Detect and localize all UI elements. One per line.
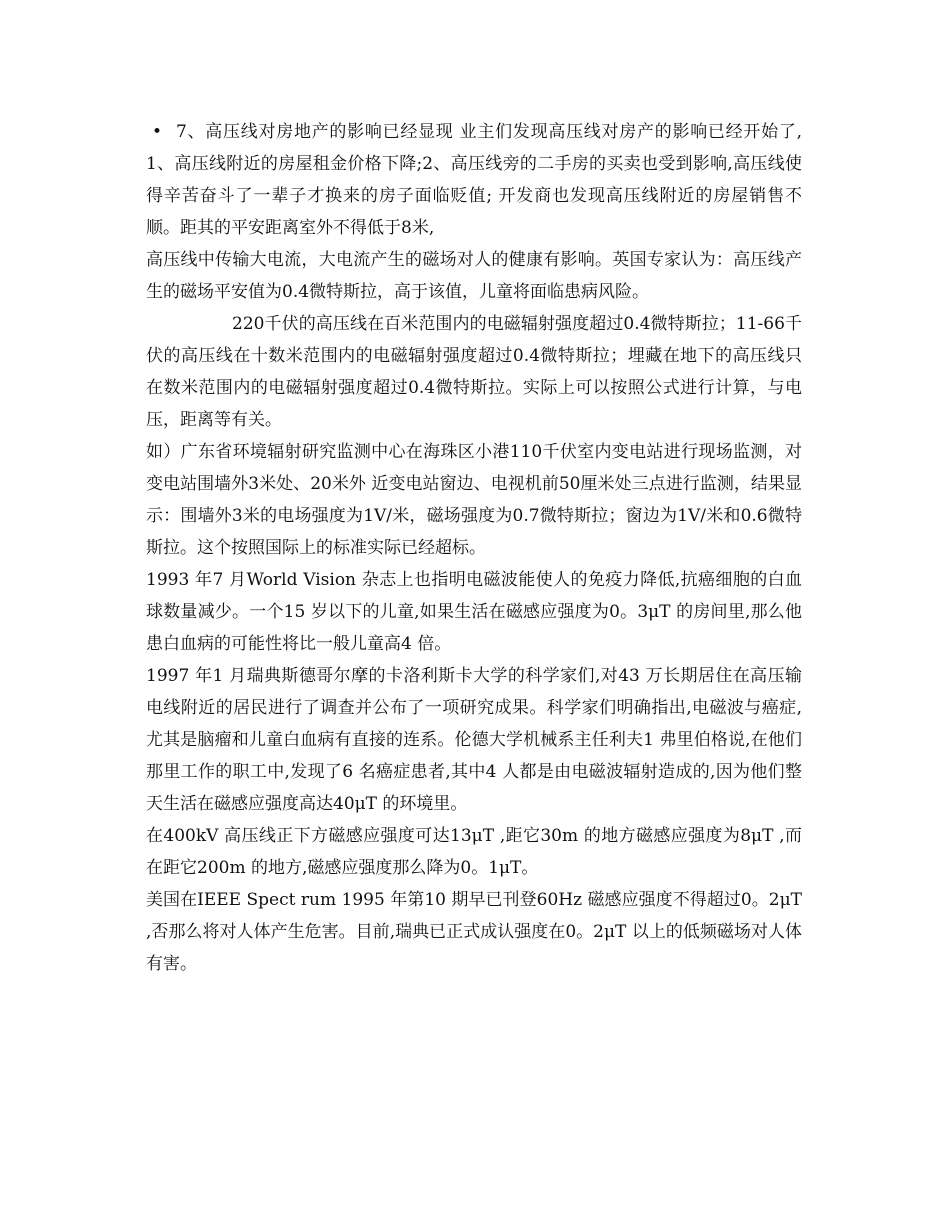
bullet-icon: • <box>152 122 163 142</box>
paragraph-400kv-measurements: 在400kV 高压线正下方磁感应强度可达13μT ,距它30m 的地方磁感应强度为8μT ,而在距它200m 的地方,磁感应强度那么降为0。1μT。 <box>146 826 802 878</box>
paragraph-ieee-spectrum-1995: 美国在IEEE Spect rum 1995 年第10 期早已刊登60Hz 磁感应强度不得超过0。2μT ,否那么将对人体产生危害。目前,瑞典已正式成认强度在0。2μT 以上的低频磁场对人体有害。 <box>146 890 802 974</box>
paragraph-world-vision-1993: 1993 年7 月World Vision 杂志上也指明电磁波能使人的免疫力降低,抗癌细胞的白血球数量减少。一个15 岁以下的儿童,如果生活在磁感应强度为0。3μT 的房间里,那么他患白血病的可能性将比一般儿童高4 倍。 <box>146 570 802 654</box>
paragraph-karolinska-1997: 1997 年1 月瑞典斯德哥尔摩的卡洛利斯卡大学的科学家们,对43 万长期居住在高压输电线附近的居民进行了调查并公布了一项研究成果。科学家们明确指出,电磁波与癌症,尤其是脑瘤和儿童白血病有直接的连系。伦德大学机械系主任利夫1 弗里伯格说,在他们那里工作的职工中,发现了6 名癌症患者,其中4 人都是由电磁波辐射造成的,因为他们整天生活在磁感应强度高达40μT 的环境里。 <box>146 666 802 814</box>
document-body <box>146 116 802 980</box>
paragraph-high-voltage-real-estate <box>146 116 802 244</box>
paragraph-radiation-ranges: 220千伏的高压线在百米范围内的电磁辐射强度超过0.4微特斯拉；11-66千伏的高压线在十数米范围内的电磁辐射强度超过0.4微特斯拉；埋藏在地下的高压线只在数米范围内的电磁辐射强度超过0.4微特斯拉。实际上可以按照公式进行计算，与电压，距离等有关。 <box>146 314 802 430</box>
paragraph-guangdong-monitoring: 如）广东省环境辐射研究监测中心在海珠区小港110千伏室内变电站进行现场监测，对变电站围墙外3米处、20米外 近变电站窗边、电视机前50厘米处三点进行监测，结果显示：围墙外3米的电场强度为1V/米，磁场强度为0.7微特斯拉；窗边为1V/米和0.6微特斯拉。这个按照国际上的标准实际已经超标。 <box>146 442 802 558</box>
paragraph-magnetic-field-health: 高压线中传输大电流，大电流产生的磁场对人的健康有影响。英国专家认为：高压线产生的磁场平安值为0.4微特斯拉，高于该值，儿童将面临患病风险。 <box>146 250 802 302</box>
paragraph-text: 7、高压线对房地产的影响已经显现 业主们发现高压线对房产的影响已经开始了,1、高压线附近的房屋租金价格下降;2、高压线旁的二手房的买卖也受到影响,高压线使得辛苦奋斗了一辈子才换来的房子面临贬值; 开发商也发现高压线附近的房屋销售不顺。距其的平安距离室外不得低于8米, <box>146 122 802 238</box>
